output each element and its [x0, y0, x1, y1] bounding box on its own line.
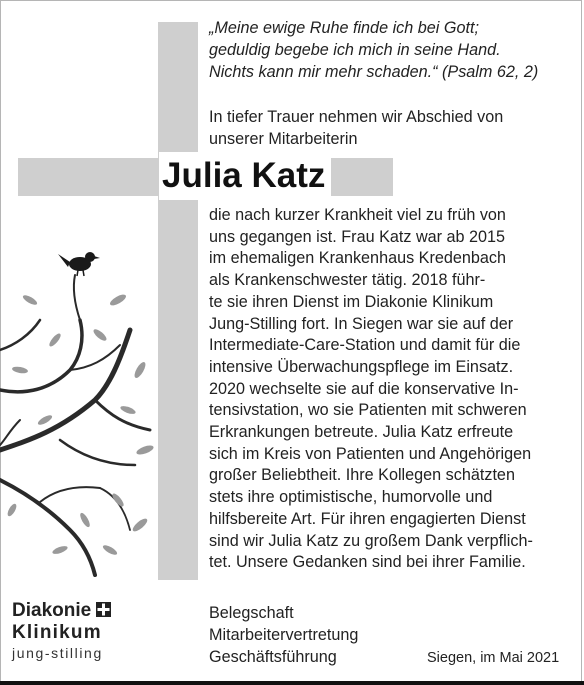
diakonie-cross-icon — [96, 601, 111, 616]
psalm-quote: „Meine ewige Ruhe finde ich bei Gott; geduldig begebe ich mich in seine Hand. Nichts kann mir mehr schaden.“ (Psalm 62, 2) — [209, 19, 539, 81]
signers-list — [209, 602, 358, 668]
tree-with-bird-icon — [0, 240, 160, 580]
signer-staff: Belegschaft — [209, 604, 294, 622]
deceased-name: Julia Katz — [159, 152, 331, 200]
place-date: Siegen, im Mai 2021 — [427, 650, 560, 666]
cross-vertical-beam — [158, 22, 198, 580]
intro-text: In tiefer Trauer nehmen wir Abschied von unserer Mitarbeiterin — [209, 108, 504, 148]
obituary-body: die nach kurzer Krankheit viel zu früh von uns gegangen ist. Frau Katz war ab 2015 im ehemaligen Krankenhaus Kredenbach als Krankenschwester tätig. 2018 führ- te sie ihren Dienst im Diakonie Klinikum Jung-Stilling fort. In Siegen war sie auf der Intermediate-Care-Station und damit für die intensive Überwachungspflege im Einsatz. 2020 wechselte sie auf die konservative In- tensivstation, wo sie Patienten mit schweren Erkrankungen betreute. Julia Katz erfreute sich im Kreis von Patienten und Angehörigen großer Beliebtheit. Ihre Kollegen schätzten stets ihre optimistische, humorvolle und hilfsbereite Art. Für ihren engagierten Dienst sind wir Julia Katz zu großem Dank verpflich- tet. Unsere Gedanken sind bei ihrer Familie. — [209, 206, 533, 572]
signer-management: Geschäftsführung — [209, 648, 337, 666]
signer-works-council: Mitarbeitervertretung — [209, 626, 359, 644]
logo-line-diakonie: Diakonie — [12, 600, 162, 622]
diakonie-klinikum-logo — [12, 600, 162, 662]
bottom-divider — [0, 681, 584, 685]
logo-line-klinikum: Klinikum — [12, 622, 102, 643]
logo-line-jung-stilling: jung-stilling — [12, 645, 103, 661]
